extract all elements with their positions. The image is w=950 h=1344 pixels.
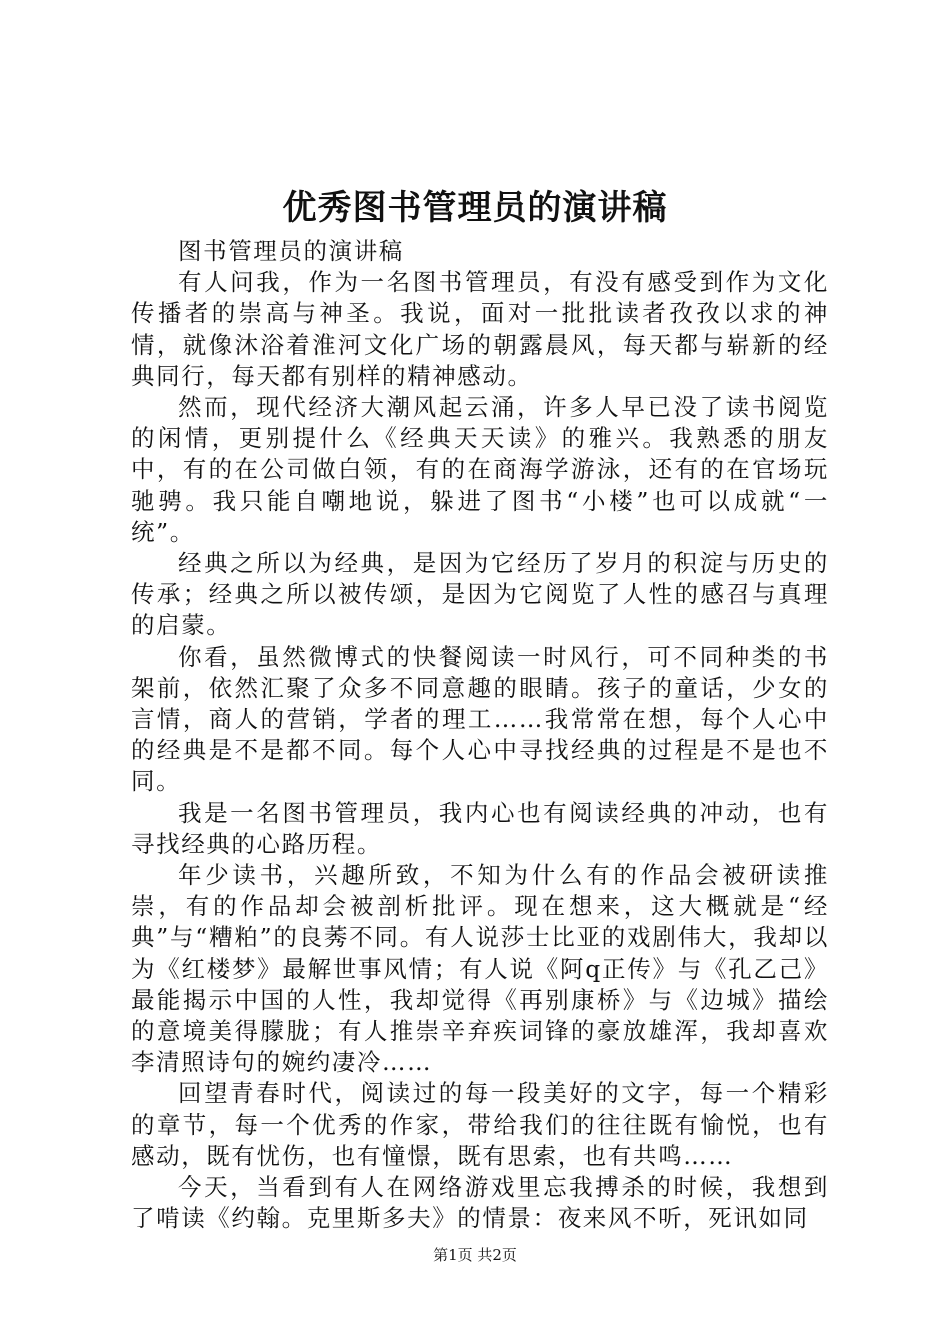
page-footer (0, 1245, 950, 1265)
paragraph: 你看，虽然微博式的快餐阅读一时风行，可不同种类的书架前，依然汇聚了众多不同意趣的眼睛。孩子的童话，少女的言情，商人的营销，学者的理工……我常常在想，每个人心中的经典是不是都不同。每个人心中寻找经典的过程是不是也不同。 (131, 642, 829, 796)
document-title: 优秀图书管理员的演讲稿 (282, 188, 668, 228)
paragraph: 回望青春时代，阅读过的每一段美好的文字，每一个精彩的章节，每一个优秀的作家，带给我们的往往既有愉悦，也有感动，既有忧伤，也有憧憬，既有思索，也有共鸣…… (131, 1079, 829, 1170)
document-body (131, 236, 829, 1235)
paragraph: 经典之所以为经典，是因为它经历了岁月的积淀与历史的传承；经典之所以被传颂，是因为它阅览了人性的感召与真理的启蒙。 (131, 549, 829, 640)
paragraph-subtitle: 图书管理员的演讲稿 (178, 237, 404, 265)
paragraph: 我是一名图书管理员，我内心也有阅读经典的冲动，也有寻找经典的心路历程。 (131, 798, 829, 858)
paragraph: 年少读书，兴趣所致，不知为什么有的作品会被研读推崇，有的作品却会被剖析批评。现在想来，这大概就是“经典”与“糟粕”的良莠不同。有人说莎士比亚的戏剧伟大，我却以为《红楼梦》最解世事风情；有人说《阿q正传》与《孔乙己》最能揭示中国的人性，我却觉得《再别康桥》与《边城》描绘的意境美得朦胧；有人推崇辛弃疾词锋的豪放雄浑，我却喜欢李清照诗句的婉约凄冷…… (131, 861, 829, 1077)
paragraph: 今天，当看到有人在网络游戏里忘我搏杀的时候，我想到了啃读《约翰。克里斯多夫》的情景：夜来风不听，死讯如同 (131, 1173, 829, 1233)
paragraph: 然而，现代经济大潮风起云涌，许多人早已没了读书阅览的闲情，更别提什么《经典天天读》的雅兴。我熟悉的朋友中，有的在公司做白领，有的在商海学游泳，还有的在官场玩驰骋。我只能自嘲地说，躲进了图书“小楼”也可以成就“一统”。 (131, 393, 829, 546)
page-indicator: 第1页 共2页 (433, 1246, 517, 1264)
paragraph: 有人问我，作为一名图书管理员，有没有感受到作为文化传播者的崇高与神圣。我说，面对一批批读者孜孜以求的神情，就像沐浴着淮河文化广场的朝露晨风，每天都与崭新的经典同行，每天都有别样的精神感动。 (131, 268, 829, 390)
